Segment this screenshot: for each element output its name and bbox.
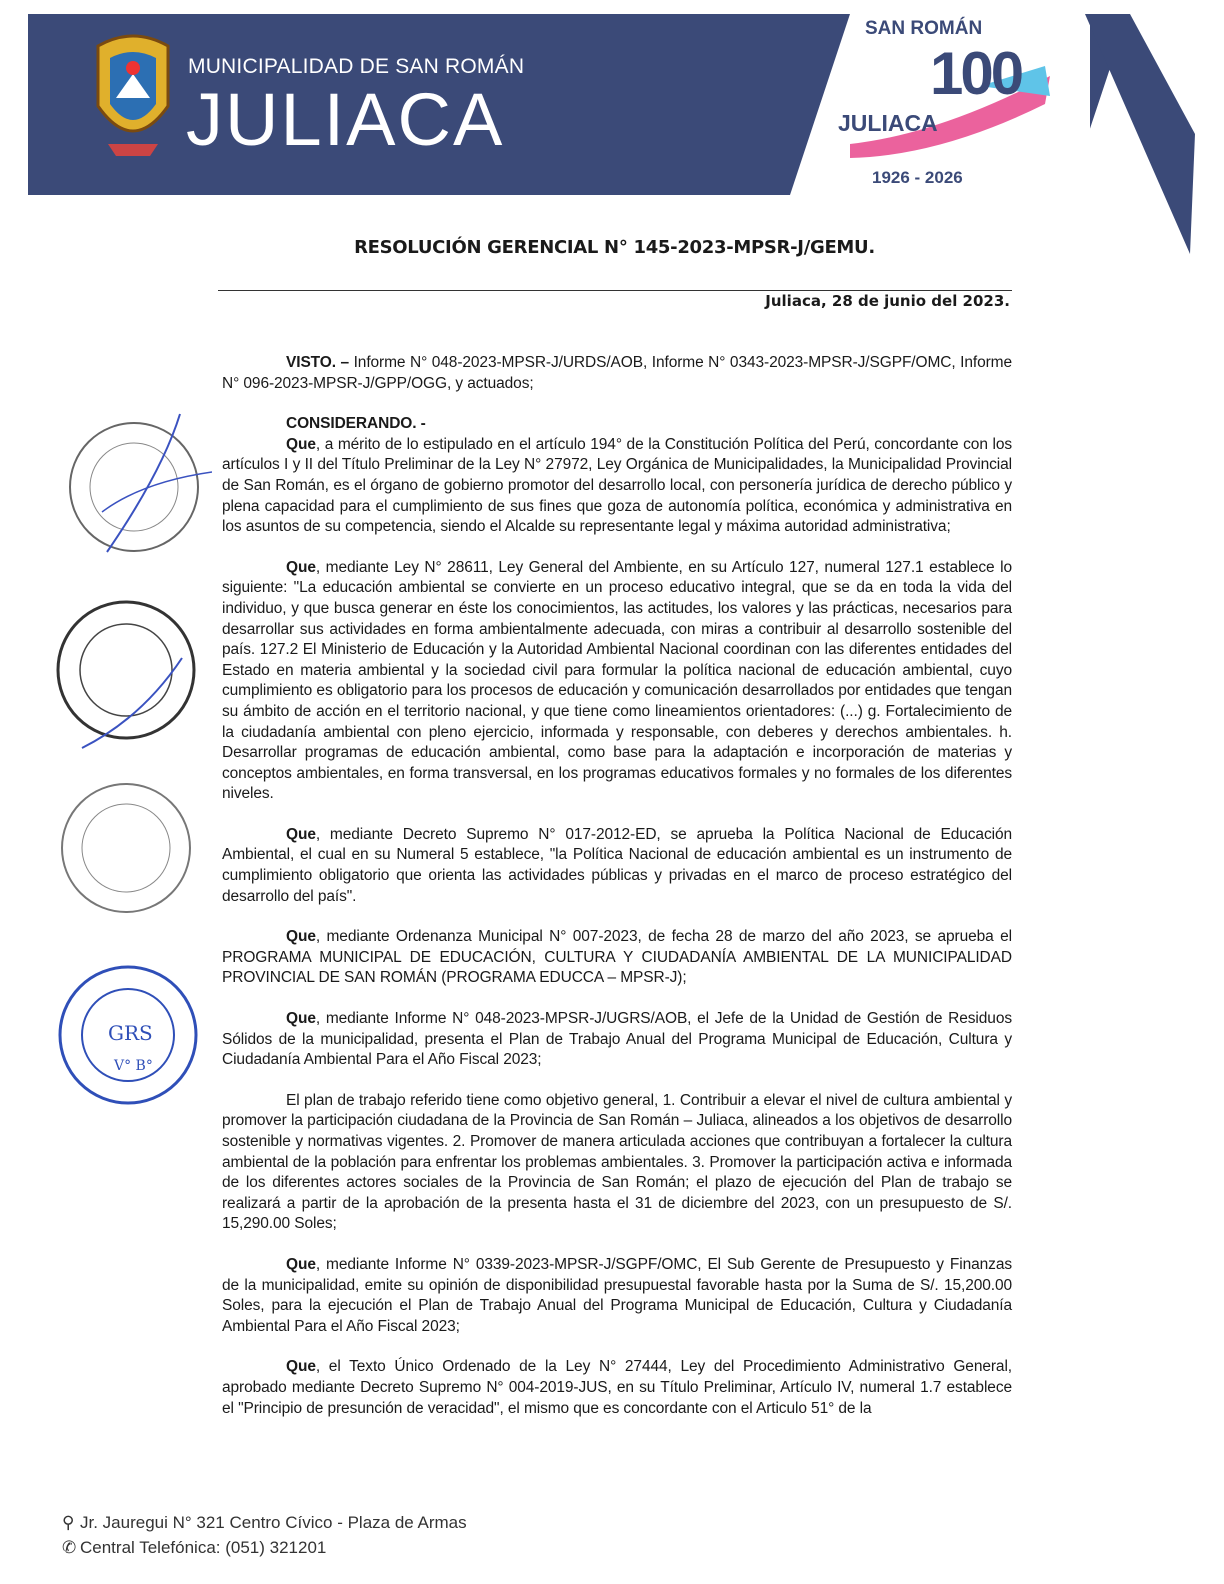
paragraph-text: , mediante Ley N° 28611, Ley General del Ambiente, en su Artículo 127, numeral 127.1 establece lo siguiente: "La educación ambiental se convierte en un proceso educativo integral, que se da en toda la vida del individuo, y que busca generar en éste los conocimientos, las actitudes, los valores y las prácticas, necesarios para desarrollar sus actividades en forma ambientalmente adecuada, con miras a contribuir al desarrollo sostenible del país. 127.2 El Ministerio de Educación y la Autoridad Ambiental Nacional coordinan con las diferentes entidades del Estado en materia ambiental y la sociedad civil para formular la política nacional de educación ambiental, cuyo cumplimiento es obligatorio para los procesos de educación y comunicación desarrollados por entidades que tengan su ámbito de acción en el territorio nacional, y que tiene como lineamientos orientadores: (...) g. Fortalecimiento de la ciudadanía ambiental con pleno ejercicio, informada y responsable, con deberes y derechos ambientales. h. Desarrollar programas de educación ambiental, como base para la adaptación e incorporación de materias y conceptos ambientales, en forma transversal, en los programas educativos formales y no formales de los diferentes niveles. <box>222 558 1012 803</box>
paragraph-2 <box>222 558 1012 805</box>
visto-paragraph <box>222 353 1012 394</box>
considerando-heading <box>222 414 1012 435</box>
paragraph-text: , mediante Informe N° 048-2023-MPSR-J/UGRS/AOB, el Jefe de la Unidad de Gestión de Residuos Sólidos de la municipalidad, presenta el Plan de Trabajo Anual del Programa Municipal de Educación, Cultura y Ciudadanía Ambiental Para el Año Fiscal 2023; <box>222 1010 1012 1069</box>
paragraph-text: , mediante Ordenanza Municipal N° 007-2023, de fecha 28 de marzo del año 2023, se aprueba el PROGRAMA MUNICIPAL DE EDUCACIÓN, CULTURA Y CIUDADANÍA AMBIENTAL DE LA MUNICIPALIDAD PROVINCIAL DE SAN ROMÁN (PROGRAMA EDUCCA – MPSR-J); <box>222 928 1012 987</box>
anniversary-logo-top: SAN ROMÁN <box>865 18 983 39</box>
city-name: JULIACA <box>186 78 505 161</box>
footer <box>0 1480 1224 1560</box>
paragraph-8 <box>222 1357 1012 1419</box>
document-date: Juliaca, 28 de junio del 2023. <box>765 292 1010 310</box>
header-decorative-stripe <box>1085 14 1195 254</box>
paragraph-3 <box>222 825 1012 907</box>
phone-icon: ✆ <box>62 1538 77 1557</box>
anniversary-logo-city: JULIACA <box>838 110 938 136</box>
title-divider <box>218 290 1012 291</box>
que-label: Que <box>286 435 316 453</box>
footer-address-text: Jr. Jauregui N° 321 Centro Cívico - Plaza de Armas <box>80 1513 467 1532</box>
document-title: RESOLUCIÓN GERENCIAL N° 145-2023-MPSR-J/GEMU. <box>354 237 875 258</box>
paragraph-text: , a mérito de lo estipulado en el artículo 194° de la Constitución Política del Perú, concordante con los artículos I y II del Título Preliminar de la Ley N° 27972, Ley Orgánica de Municipalidades, la Municipalidad Provincial de San Román, es el órgano de gobierno promotor del desarrollo local, con personería jurídica de derecho público y plena capacidad para el cumplimiento de sus fines que goza de autonomía política, económica y administrativa en los asuntos de su competencia, siendo el Alcalde su representante legal y máxima autoridad administrativa; <box>222 435 1012 536</box>
provincial-stamp-2 <box>52 780 202 920</box>
que-label: Que <box>286 825 316 843</box>
paragraph-6 <box>222 1091 1012 1235</box>
paragraph-5 <box>222 1009 1012 1071</box>
paragraph-text: , mediante Decreto Supremo N° 017-2012-ED, se aprueba la Política Nacional de Educación Ambiental, el cual en su Numeral 5 establece, "la Política Nacional de educación ambiental es un instrumento de cumplimiento obligatorio que orienta las actividades públicas y privadas en el marco de proceso estratégico del desarrollo del país". <box>222 825 1012 905</box>
gerencia-stamp <box>62 412 212 562</box>
municipal-crest-icon <box>88 26 178 166</box>
visto-label: VISTO. – <box>286 354 350 371</box>
provincial-stamp-1 <box>52 598 202 758</box>
que-label: Que <box>286 928 316 946</box>
anniversary-logo-years: 1926 - 2026 <box>872 168 963 187</box>
grs-approval-stamp <box>48 962 213 1112</box>
svg-text:GRS: GRS <box>108 1021 153 1045</box>
anniversary-logo <box>830 16 1060 192</box>
paragraph-text: , mediante Informe N° 0339-2023-MPSR-J/SGPF/OMC, El Sub Gerente de Presupuesto y Finanzas de la municipalidad, emite su opinión de disponibilidad presupuestal favorable hasta por la Suma de S/. 15,200.00 Soles, para la ejecución el Plan de Trabajo Anual del Programa Municipal de Educación, Cultura y Ciudadanía Ambiental Para el Año Fiscal 2023; <box>222 1255 1012 1335</box>
footer-phone <box>62 1535 1224 1560</box>
paragraph-7 <box>222 1255 1012 1337</box>
que-label: Que <box>286 1010 316 1028</box>
footer-phone-text: Central Telefónica: (051) 321201 <box>80 1538 327 1557</box>
que-label: Que <box>286 1255 316 1273</box>
svg-text:V° B°: V° B° <box>114 1058 153 1074</box>
location-pin-icon: ⚲ <box>62 1513 75 1532</box>
que-label: Que <box>286 1358 316 1376</box>
que-label: Que <box>286 558 316 576</box>
considerando-label: CONSIDERANDO. - <box>286 415 426 433</box>
paragraph-text: , el Texto Único Ordenado de la Ley N° 27444, Ley del Procedimiento Administrativo General, aprobado mediante Decreto Supremo N° 004-2019-JUS, en su Título Preliminar, Artículo IV, numeral 1.7 establece el "Principio de presunción de veracidad", el mismo que es concordante con el Articulo 51° de la <box>222 1358 1012 1417</box>
paragraph-4 <box>222 927 1012 989</box>
footer-address <box>62 1510 1224 1535</box>
anniversary-logo-number: 100 <box>930 40 1022 107</box>
visto-text: Informe N° 048-2023-MPSR-J/URDS/AOB, Informe N° 0343-2023-MPSR-J/SGPF/OMC, Informe N° 096-2023-MPSR-J/GPP/OGG, y actuados; <box>222 354 1012 392</box>
paragraph-text: El plan de trabajo referido tiene como objetivo general, 1. Contribuir a elevar el nivel de cultura ambiental y promover la participación ciudadana de la Provincia de San Román – Juliaca, alineados a los objetivos de desarrollo sostenible y normativas vigentes. 2. Promover de manera articulada acciones que contribuyan a fortalecer la cultura ambiental de la población para enfrentar los problemas ambientales. 3. Promover la participación activa e informada de los diferentes actores sociales de la Provincia de San Román; el plazo de ejecución del Plan de trabajo se realizará a partir de la aprobación de la presenta hasta el 31 de diciembre del 2023, con un presupuesto de S/. 15,290.00 Soles; <box>222 1091 1012 1233</box>
municipality-name: MUNICIPALIDAD DE SAN ROMÁN <box>188 55 525 78</box>
paragraph-1 <box>222 435 1012 538</box>
